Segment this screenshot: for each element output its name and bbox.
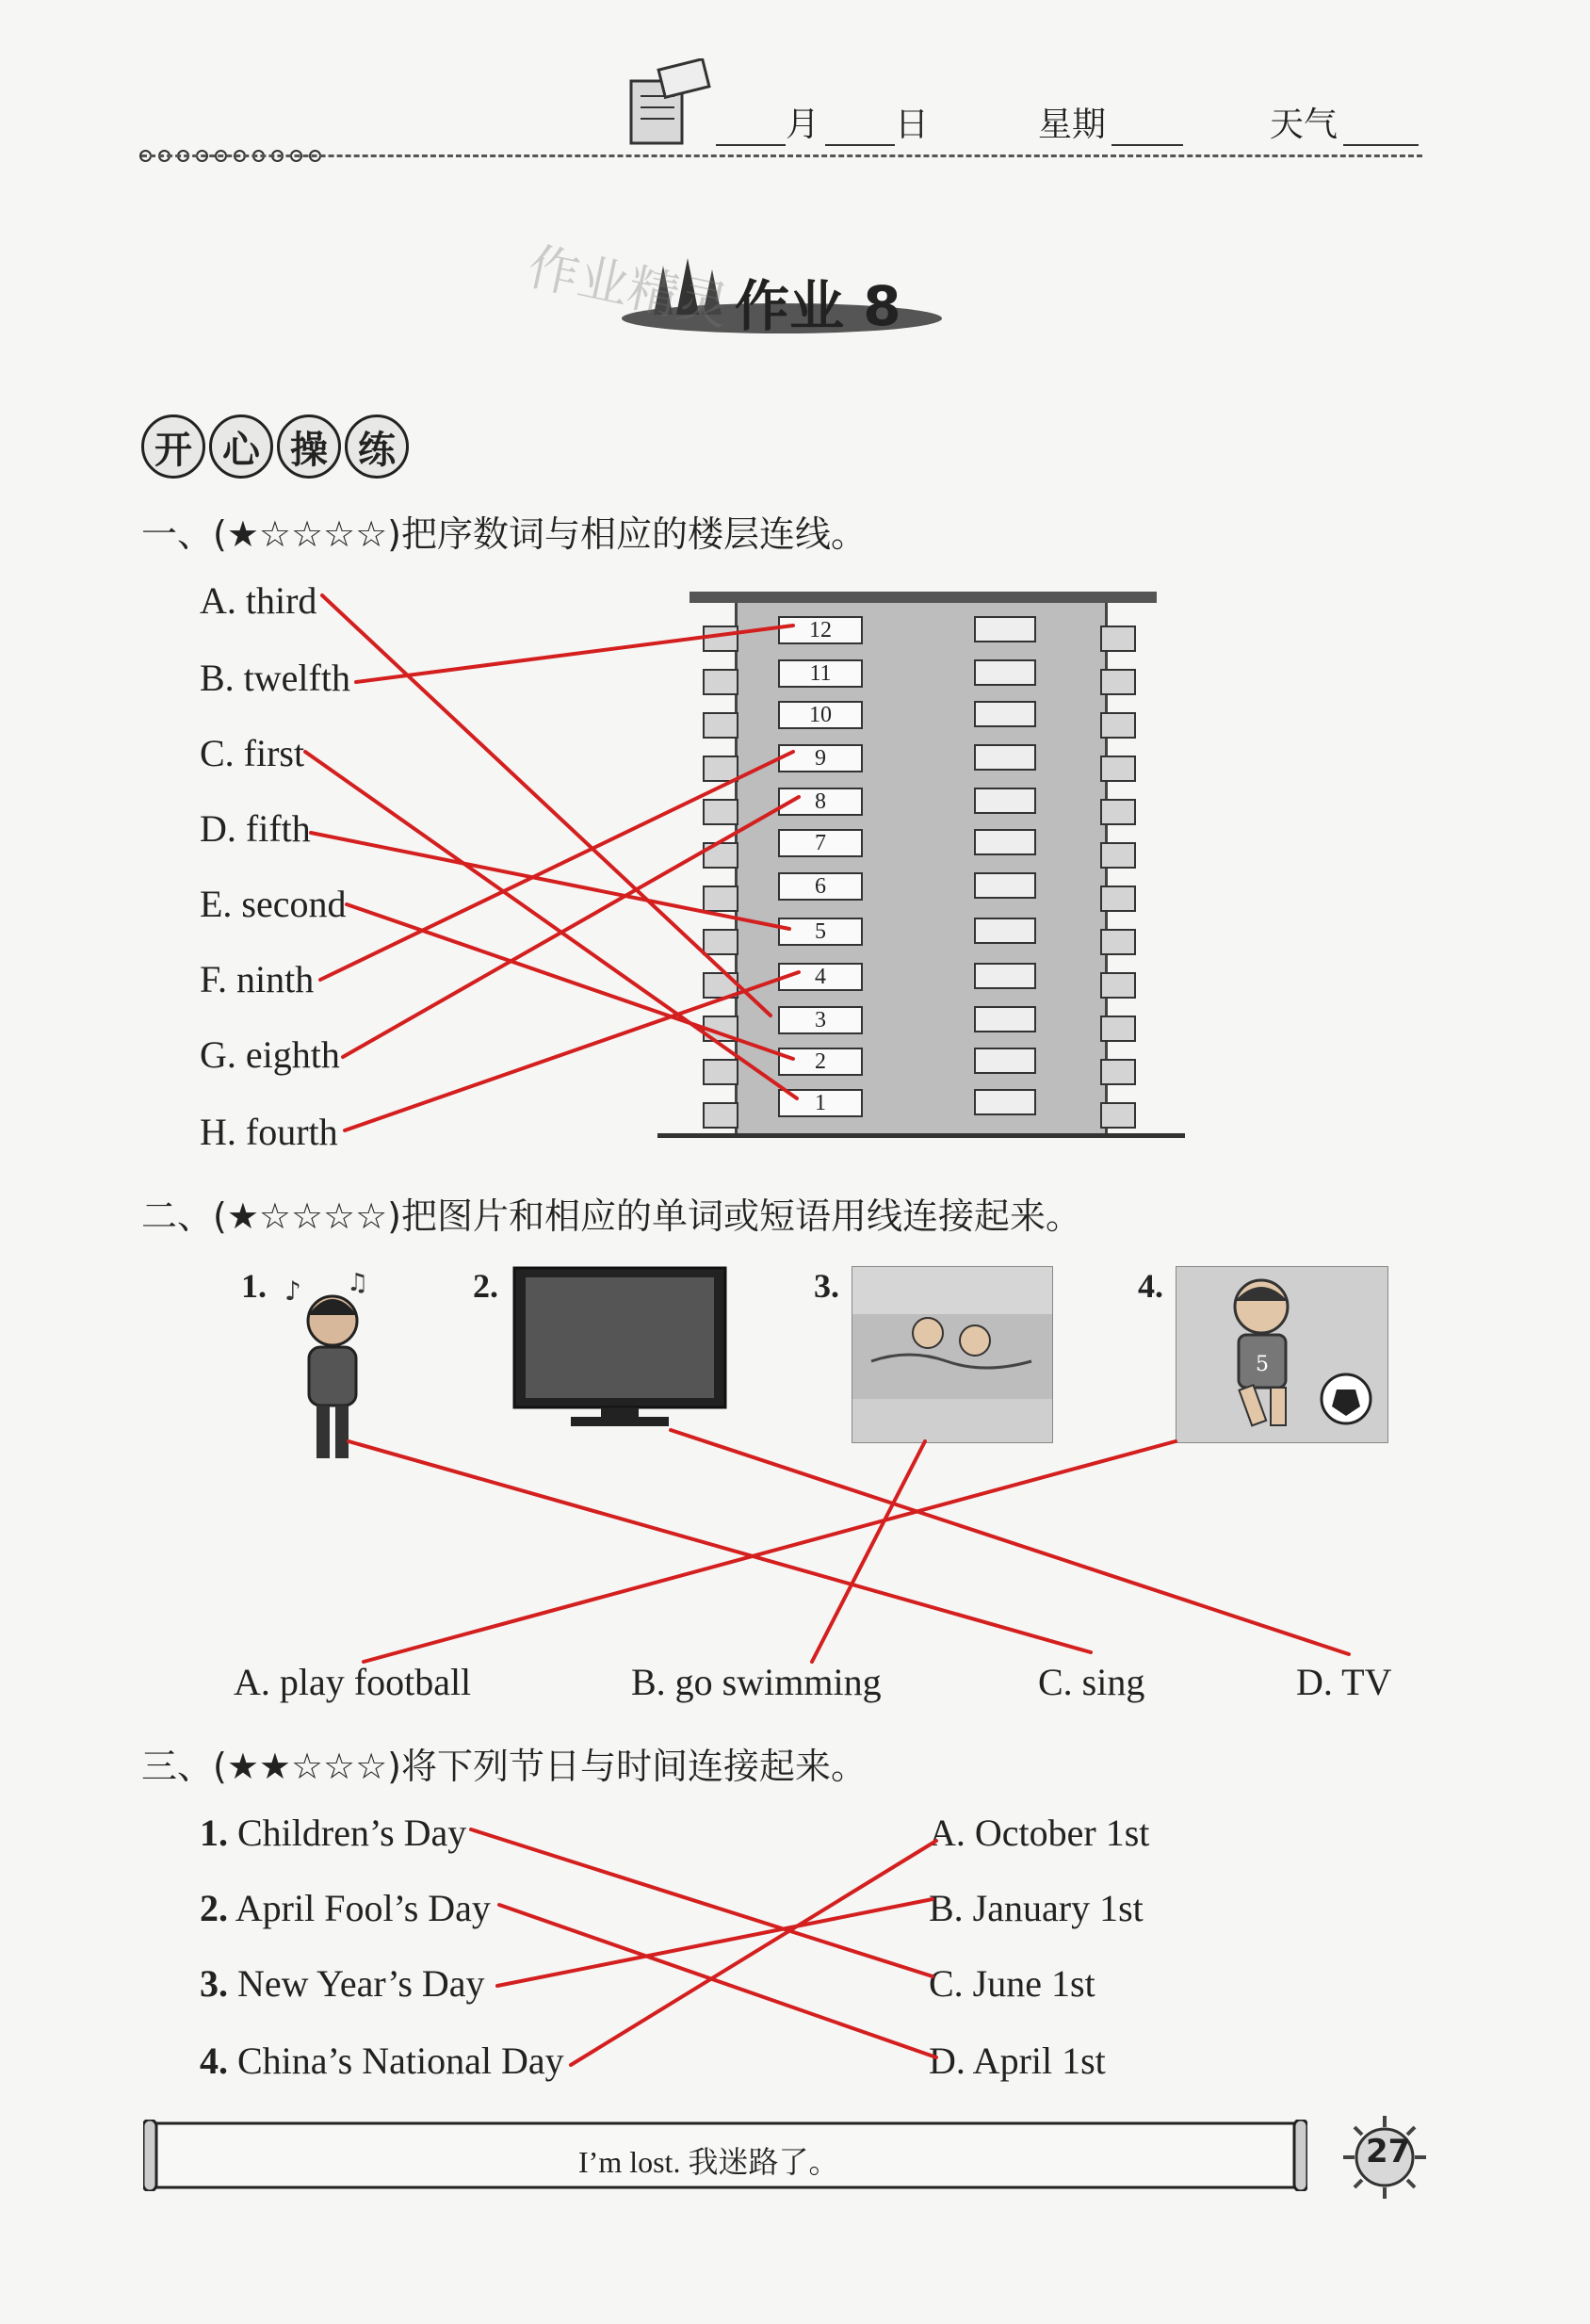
- brick: [1100, 756, 1136, 782]
- floor-label[interactable]: 11: [778, 659, 863, 688]
- match-line: [349, 1441, 1091, 1652]
- match-line: [812, 1441, 925, 1662]
- picture-number: 3.: [814, 1267, 839, 1305]
- floor-label[interactable]: 7: [778, 829, 863, 857]
- header-divider: [141, 154, 1422, 157]
- window: [974, 701, 1036, 727]
- floor-label[interactable]: 5: [778, 918, 863, 946]
- option-sing[interactable]: C. sing: [1038, 1661, 1145, 1703]
- window: [974, 788, 1036, 814]
- ordinal-word[interactable]: F. ninth: [200, 958, 315, 1000]
- floor-label[interactable]: 4: [778, 963, 863, 991]
- floor-label[interactable]: 2: [778, 1048, 863, 1076]
- brick: [703, 1016, 738, 1042]
- brick: [1100, 1102, 1136, 1129]
- singing-boy-icon[interactable]: [281, 1262, 384, 1470]
- date-option[interactable]: C. June 1st: [929, 1962, 1095, 2005]
- floor-label[interactable]: 12: [778, 616, 863, 644]
- watermark: 作业精灵: [522, 236, 735, 337]
- window: [974, 1048, 1036, 1074]
- festival-name: April Fool’s Day: [235, 1887, 491, 1929]
- brick: [1100, 669, 1136, 695]
- brick: [1100, 799, 1136, 825]
- match-line: [571, 1841, 936, 2065]
- badge-char: 心: [209, 414, 273, 479]
- picture-number: 4.: [1138, 1267, 1163, 1305]
- floor-label[interactable]: 3: [778, 1006, 863, 1034]
- brick: [703, 712, 738, 739]
- weekday-blank[interactable]: [1111, 144, 1183, 146]
- window: [974, 1006, 1036, 1032]
- brick: [1100, 712, 1136, 739]
- brick: [1100, 929, 1136, 955]
- weather-blank[interactable]: [1343, 144, 1419, 146]
- ground-line: [657, 1133, 1185, 1138]
- day-label: 日: [895, 106, 930, 144]
- brick: [703, 1059, 738, 1085]
- badge-char: 操: [277, 414, 341, 479]
- window: [974, 616, 1036, 642]
- festival-item[interactable]: [200, 1961, 485, 2006]
- match-line: [499, 1905, 936, 2057]
- month-blank[interactable]: [716, 144, 786, 146]
- match-line: [671, 1430, 1349, 1654]
- brick: [703, 972, 738, 999]
- brick: [703, 756, 738, 782]
- option-play-football[interactable]: A. play football: [234, 1661, 472, 1703]
- month-label: 月: [786, 106, 820, 144]
- svg-text:♫: ♫: [347, 1269, 369, 1297]
- brick: [703, 929, 738, 955]
- weather-field: [1270, 98, 1419, 146]
- day-blank[interactable]: [825, 144, 895, 146]
- date-fields: [716, 98, 929, 146]
- picture-number: 2.: [473, 1267, 498, 1305]
- brick: [1100, 842, 1136, 869]
- date-option[interactable]: D. April 1st: [929, 2040, 1106, 2082]
- ordinal-word[interactable]: C. first: [200, 732, 305, 774]
- ordinal-word[interactable]: E. second: [200, 883, 347, 925]
- page-title: 作业 8: [735, 274, 901, 338]
- festival-number: 4.: [200, 2040, 228, 2082]
- match-line: [497, 1899, 933, 1986]
- festival-item[interactable]: [200, 2039, 564, 2083]
- festival-name: China’s National Day: [237, 2040, 564, 2082]
- festival-number: 3.: [200, 1962, 228, 2005]
- section-badge: [141, 414, 409, 475]
- festival-item[interactable]: [200, 1886, 491, 1930]
- brick: [1100, 1016, 1136, 1042]
- festival-number: 1.: [200, 1812, 228, 1854]
- brick: [703, 669, 738, 695]
- festival-item[interactable]: [200, 1811, 466, 1855]
- badge-char: 开: [141, 414, 205, 479]
- festival-name: New Year’s Day: [237, 1962, 485, 2005]
- floor-label[interactable]: 6: [778, 872, 863, 901]
- brick: [703, 1102, 738, 1129]
- part1-instruction: 一、(★☆☆☆☆)把序数词与相应的楼层连线。: [141, 513, 867, 555]
- floor-label[interactable]: 1: [778, 1089, 863, 1117]
- brick: [703, 799, 738, 825]
- ordinal-word[interactable]: B. twelfth: [200, 657, 350, 699]
- football-icon[interactable]: [1176, 1266, 1388, 1443]
- picture-number: 1.: [241, 1267, 267, 1305]
- building-roof: [690, 592, 1157, 603]
- weekday-field: [1038, 98, 1183, 146]
- tv-icon[interactable]: [512, 1266, 727, 1428]
- page-number: 27: [1366, 2133, 1411, 2170]
- ordinal-word[interactable]: H. fourth: [200, 1111, 338, 1153]
- floor-label[interactable]: 8: [778, 788, 863, 816]
- floor-label[interactable]: 10: [778, 701, 863, 729]
- date-option[interactable]: B. January 1st: [929, 1887, 1144, 1929]
- match-line: [364, 1441, 1176, 1662]
- part2-instruction: 二、(★☆☆☆☆)把图片和相应的单词或短语用线连接起来。: [141, 1195, 1081, 1237]
- date-option[interactable]: A. October 1st: [929, 1812, 1150, 1854]
- brick: [703, 886, 738, 912]
- swimming-icon[interactable]: [852, 1266, 1053, 1443]
- badge-char: 练: [345, 414, 409, 479]
- option-go-swimming[interactable]: B. go swimming: [631, 1661, 882, 1703]
- festival-number: 2.: [200, 1887, 228, 1929]
- festival-name: Children’s Day: [237, 1812, 467, 1854]
- brick: [1100, 1059, 1136, 1085]
- window: [974, 659, 1036, 686]
- window: [974, 963, 1036, 989]
- window: [974, 829, 1036, 855]
- floor-label[interactable]: 9: [778, 744, 863, 772]
- part3-instruction: 三、(★★☆☆☆)将下列节日与时间连接起来。: [141, 1746, 867, 1787]
- window: [974, 918, 1036, 944]
- window: [974, 744, 1036, 771]
- brick: [703, 842, 738, 869]
- brick: [1100, 972, 1136, 999]
- book-icon: [622, 58, 716, 153]
- window: [974, 1089, 1036, 1115]
- brick: [703, 626, 738, 652]
- brick: [1100, 886, 1136, 912]
- option-tv[interactable]: D. TV: [1296, 1661, 1392, 1703]
- brick: [1100, 626, 1136, 652]
- ordinal-word[interactable]: A. third: [200, 579, 317, 622]
- svg-text:♪: ♪: [284, 1276, 301, 1307]
- footer-tip: I’m lost. 我迷路了。: [578, 2145, 839, 2179]
- ordinal-word[interactable]: D. fifth: [200, 807, 311, 850]
- svg-text:5: 5: [1256, 1353, 1269, 1376]
- match-line: [471, 1829, 933, 1976]
- weekday-label: 星期: [1038, 106, 1107, 144]
- ordinal-word[interactable]: G. eighth: [200, 1033, 340, 1076]
- window: [974, 872, 1036, 899]
- weather-label: 天气: [1270, 106, 1339, 144]
